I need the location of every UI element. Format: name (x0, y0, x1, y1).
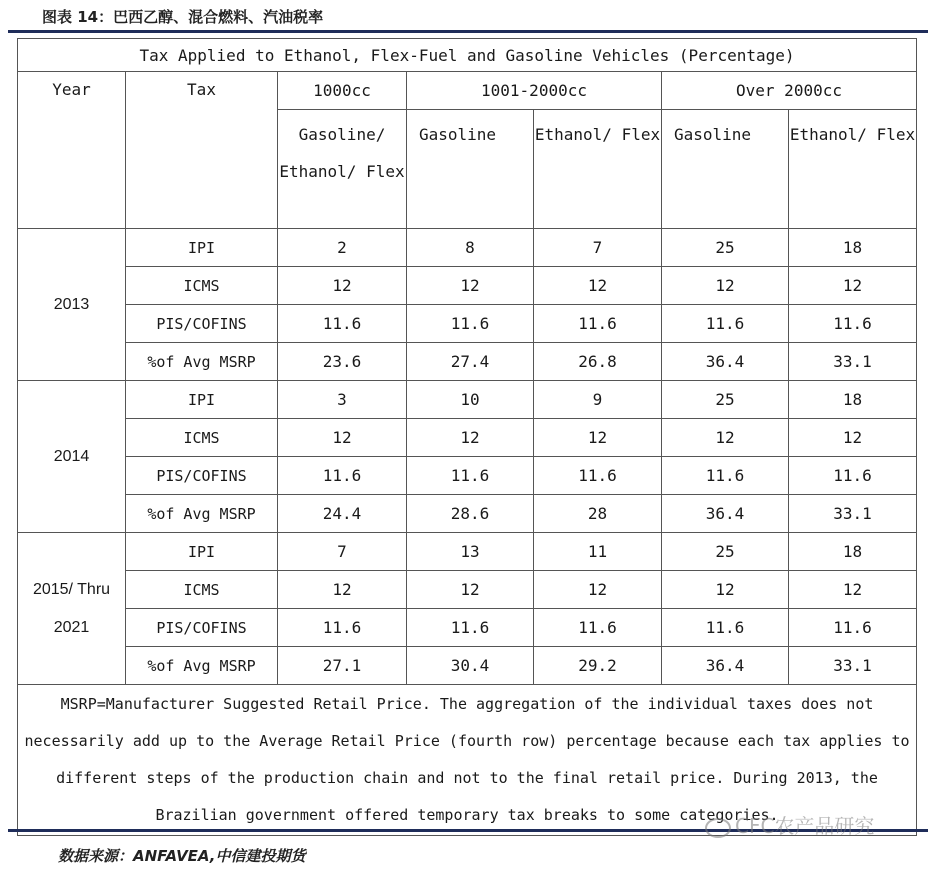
value-cell: 11.6 (789, 609, 917, 647)
top-rule (8, 30, 928, 33)
table-caption: Tax Applied to Ethanol, Flex-Fuel and Gasoline Vehicles (Percentage) (18, 39, 917, 72)
value-cell: 9 (534, 381, 662, 419)
table-row (18, 419, 917, 457)
table-row (18, 647, 917, 685)
value-cell: 27.1 (278, 647, 407, 685)
value-cell: 11 (534, 533, 662, 571)
tax-label: ICMS (126, 571, 278, 609)
header-tax: Tax (126, 72, 278, 229)
tax-label: %of Avg MSRP (126, 495, 278, 533)
value-cell: 11.6 (662, 305, 789, 343)
value-cell: 11.6 (278, 609, 407, 647)
value-cell: 12 (789, 571, 917, 609)
value-cell: 12 (407, 571, 534, 609)
year-cell: 2013 (18, 229, 126, 381)
value-cell: 29.2 (534, 647, 662, 685)
tax-label: %of Avg MSRP (126, 647, 278, 685)
value-cell: 18 (789, 381, 917, 419)
value-cell: 11.6 (662, 609, 789, 647)
value-cell: 33.1 (789, 647, 917, 685)
value-cell: 11.6 (278, 305, 407, 343)
table-row (18, 343, 917, 381)
header-group-1001-2000cc: 1001-2000cc (407, 72, 662, 110)
tax-label: IPI (126, 381, 278, 419)
value-cell: 13 (407, 533, 534, 571)
value-cell: 7 (534, 229, 662, 267)
value-cell: 36.4 (662, 495, 789, 533)
value-cell: 25 (662, 381, 789, 419)
header-group-over-2000cc: Over 2000cc (662, 72, 917, 110)
value-cell: 28 (534, 495, 662, 533)
value-cell: 12 (278, 571, 407, 609)
value-cell: 12 (789, 267, 917, 305)
table-row (18, 609, 917, 647)
value-cell: 12 (789, 419, 917, 457)
value-cell: 27.4 (407, 343, 534, 381)
table-row (18, 229, 917, 267)
table-row (18, 457, 917, 495)
figure-title: 图表 14：巴西乙醇、混合燃料、汽油税率 (42, 8, 324, 26)
wechat-icon (705, 818, 731, 838)
value-cell: 36.4 (662, 343, 789, 381)
watermark (705, 810, 874, 839)
table-row (18, 381, 917, 419)
value-cell: 10 (407, 381, 534, 419)
tax-label: ICMS (126, 267, 278, 305)
value-cell: 2 (278, 229, 407, 267)
value-cell: 11.6 (407, 305, 534, 343)
value-cell: 11.6 (534, 305, 662, 343)
table-row (18, 305, 917, 343)
header-g3-ethanol-flex: Ethanol/ Flex (789, 110, 917, 229)
value-cell: 12 (662, 267, 789, 305)
value-cell: 30.4 (407, 647, 534, 685)
tax-table (17, 38, 917, 836)
tax-label: PIS/COFINS (126, 305, 278, 343)
value-cell: 26.8 (534, 343, 662, 381)
value-cell: 33.1 (789, 343, 917, 381)
tax-label: %of Avg MSRP (126, 343, 278, 381)
value-cell: 8 (407, 229, 534, 267)
value-cell: 36.4 (662, 647, 789, 685)
value-cell: 18 (789, 229, 917, 267)
value-cell: 11.6 (789, 305, 917, 343)
value-cell: 12 (407, 267, 534, 305)
value-cell: 11.6 (534, 609, 662, 647)
tax-label: ICMS (126, 419, 278, 457)
value-cell: 12 (278, 267, 407, 305)
value-cell: 24.4 (278, 495, 407, 533)
header-group-1000cc: 1000cc (278, 72, 407, 110)
value-cell: 23.6 (278, 343, 407, 381)
value-cell: 3 (278, 381, 407, 419)
header-g1-gasoline-ethanol-flex: Gasoline/ Ethanol/ Flex (278, 110, 407, 229)
value-cell: 11.6 (662, 457, 789, 495)
value-cell: 18 (789, 533, 917, 571)
value-cell: 11.6 (534, 457, 662, 495)
value-cell: 25 (662, 533, 789, 571)
year-cell: 2015/ Thru 2021 (18, 533, 126, 685)
value-cell: 33.1 (789, 495, 917, 533)
source-note: 数据来源：ANFAVEA,中信建投期货 (58, 847, 306, 865)
watermark-text: CFC农产品研究 (735, 814, 875, 838)
value-cell: 11.6 (278, 457, 407, 495)
header-g2-gasoline: Gasoline (407, 110, 534, 229)
header-g3-gasoline: Gasoline (662, 110, 789, 229)
value-cell: 12 (278, 419, 407, 457)
table-footnote: MSRP=Manufacturer Suggested Retail Price. The aggregation of the individual taxes does not necessarily add up to the Average Retail Price (fourth row) percentage because each tax applies to different steps of the production chain and not to the final retail price. During 2013, the Brazilian government offered temporary tax breaks to some categories. (18, 685, 917, 836)
table-row (18, 495, 917, 533)
tax-label: PIS/COFINS (126, 457, 278, 495)
value-cell: 12 (534, 267, 662, 305)
value-cell: 25 (662, 229, 789, 267)
header-year: Year (18, 72, 126, 229)
year-cell: 2014 (18, 381, 126, 533)
value-cell: 12 (662, 571, 789, 609)
value-cell: 12 (534, 571, 662, 609)
tax-label: IPI (126, 533, 278, 571)
tax-label: PIS/COFINS (126, 609, 278, 647)
value-cell: 11.6 (789, 457, 917, 495)
value-cell: 7 (278, 533, 407, 571)
header-g2-ethanol-flex: Ethanol/ Flex (534, 110, 662, 229)
value-cell: 11.6 (407, 457, 534, 495)
table-row (18, 571, 917, 609)
value-cell: 12 (407, 419, 534, 457)
value-cell: 11.6 (407, 609, 534, 647)
table-row (18, 533, 917, 571)
value-cell: 28.6 (407, 495, 534, 533)
tax-label: IPI (126, 229, 278, 267)
value-cell: 12 (534, 419, 662, 457)
value-cell: 12 (662, 419, 789, 457)
table-row (18, 267, 917, 305)
